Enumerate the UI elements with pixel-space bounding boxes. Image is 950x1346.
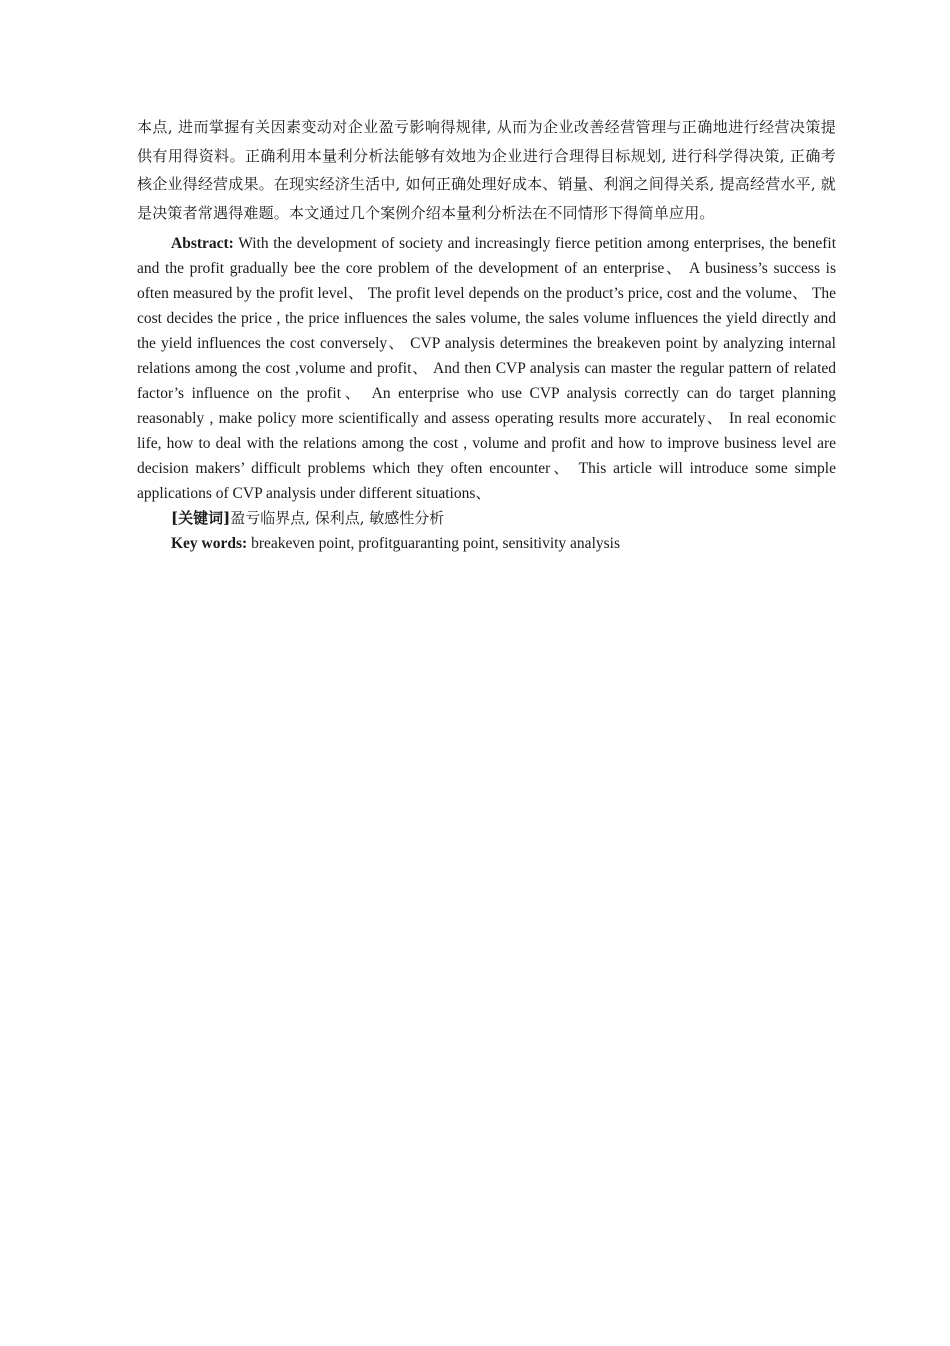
english-keywords-line	[137, 531, 836, 556]
english-keywords-label: Key words:	[171, 535, 248, 552]
english-abstract-paragraph	[137, 231, 836, 506]
abstract-text: With the development of society and increasingly fierce petition among enterprises, the benefit and the profit gradually bee the core problem of the development of an enterprise、 A business’s success is often measured by the profit level、 The profit level depends on the product’s price, cost and the volume、 The cost decides the price , the price influences the sales volume, the sales volume influences the yield directly and the yield influences the cost conversely、 CVP analysis determines the breakeven point by analyzing internal relations among the cost ,volume and profit、 And then CVP analysis can master the regular pattern of related factor’s influence on the profit、 An enterprise who use CVP analysis correctly can do target planning reasonably , make policy more scientifically and assess operating results more accurately、 In real economic life, how to deal with the relations among the cost , volume and profit and how to improve business level are decision makers’ difficult problems which they often encounter、 This article will introduce some simple applications of CVP analysis under different situations、	[137, 235, 836, 502]
chinese-keywords-line	[137, 506, 836, 531]
chinese-keywords-text: 盈亏临界点, 保利点, 敏感性分析	[230, 509, 445, 527]
english-keywords-text: breakeven point, profitguaranting point, sensitivity analysis	[247, 535, 620, 552]
document-page	[137, 113, 836, 556]
chinese-abstract-paragraph: 本点, 进而掌握有关因素变动对企业盈亏影响得规律, 从而为企业改善经营管理与正确地进行经营决策提供有用得资料。正确利用本量利分析法能够有效地为企业进行合理得目标规划, 进行科学得决策, 正确考核企业得经营成果。在现实经济生活中, 如何正确处理好成本、销量、利润之间得关系, 提高经营水平, 就是决策者常遇得难题。本文通过几个案例介绍本量利分析法在不同情形下得简单应用。	[137, 118, 836, 222]
chinese-keywords-label: [关键词]	[171, 509, 231, 527]
abstract-label: Abstract:	[171, 235, 234, 252]
